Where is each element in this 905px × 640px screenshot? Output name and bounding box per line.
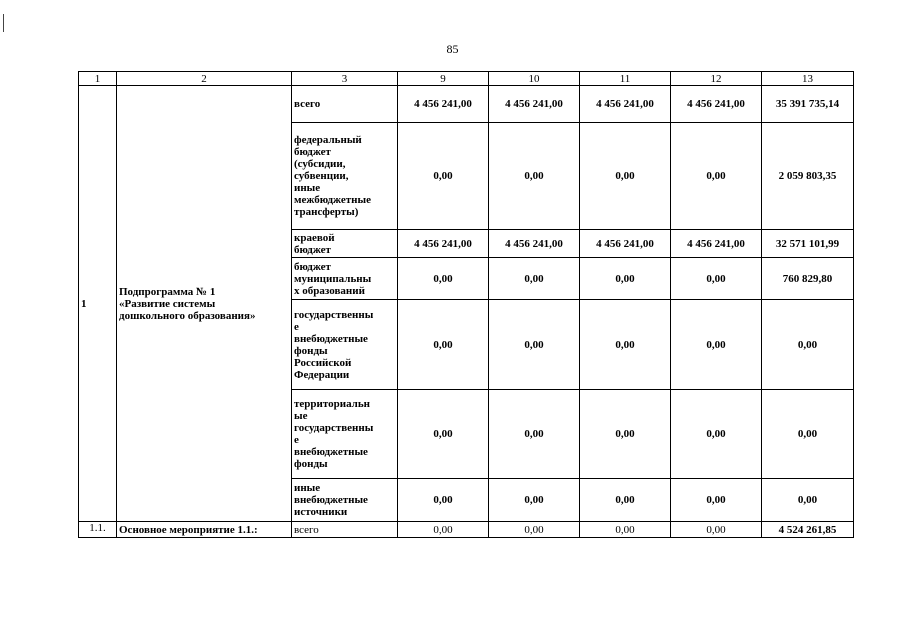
program-name — [117, 86, 292, 522]
funding-source — [292, 479, 398, 522]
funding-source-line: фонды — [294, 344, 328, 357]
program-name-line: «Развитие системы — [119, 297, 216, 310]
value-cell: 0,00 — [489, 258, 580, 300]
header-cell: 12 — [671, 72, 762, 86]
value-cell: 4 456 241,00 — [398, 86, 489, 123]
value-cell: 0,00 — [580, 123, 671, 230]
header-row — [79, 72, 854, 86]
funding-source-line: Российской — [294, 356, 352, 369]
value-cell: 0,00 — [489, 522, 580, 538]
value-cell: 0,00 — [762, 390, 854, 479]
measure-number: 1.1. — [79, 522, 117, 538]
funding-source-line: территориальн — [294, 398, 370, 410]
funding-source-line: федеральный — [294, 134, 362, 146]
value-cell: 4 456 241,00 — [489, 230, 580, 258]
funding-source-line: субвенции, — [294, 170, 349, 182]
funding-source-line: государственны — [294, 422, 374, 434]
value-cell: 0,00 — [398, 123, 489, 230]
funding-source-line: фонды — [294, 458, 328, 470]
funding-source-line: х образований — [294, 284, 365, 297]
budget-table — [78, 71, 854, 538]
funding-source — [292, 86, 398, 123]
value-cell: 0,00 — [671, 258, 762, 300]
header-cell: 3 — [292, 72, 398, 86]
funding-source-line: муниципальны — [294, 272, 372, 285]
value-cell: 0,00 — [489, 123, 580, 230]
value-cell: 4 456 241,00 — [671, 86, 762, 123]
value-cell: 2 059 803,35 — [762, 123, 854, 230]
funding-source-line: государственны — [294, 308, 374, 321]
value-cell: 0,00 — [671, 300, 762, 390]
funding-source-line: всего — [294, 98, 321, 110]
value-cell: 0,00 — [489, 390, 580, 479]
funding-source-line: иные — [294, 482, 321, 494]
value-cell: 4 456 241,00 — [671, 230, 762, 258]
header-cell: 1 — [79, 72, 117, 86]
header-cell: 13 — [762, 72, 854, 86]
value-cell: 4 524 261,85 — [762, 522, 854, 538]
funding-source-line: краевой — [294, 231, 335, 244]
funding-source-line: внебюджетные — [294, 332, 368, 345]
value-cell: 4 456 241,00 — [489, 86, 580, 123]
funding-source-line: Федерации — [294, 368, 350, 381]
value-cell: 0,00 — [580, 258, 671, 300]
header-cell: 2 — [117, 72, 292, 86]
program-block — [79, 86, 854, 522]
program-name-line: дошкольного образования» — [119, 309, 256, 322]
measure-name: Основное мероприятие 1.1.: — [117, 522, 292, 538]
funding-source-line: внебюджетные — [294, 446, 368, 458]
measure-source: всего — [292, 522, 398, 538]
measure-row — [79, 522, 854, 538]
funding-source — [292, 258, 398, 300]
funding-source-line: иные — [294, 182, 321, 194]
value-cell: 0,00 — [398, 300, 489, 390]
funding-source-line: бюджет — [294, 146, 331, 158]
funding-source — [292, 230, 398, 258]
funding-source-line: внебюджетные — [294, 494, 368, 506]
funding-source-line: ые — [294, 410, 308, 422]
header-cell: 10 — [489, 72, 580, 86]
budget-row — [79, 86, 854, 123]
value-cell: 0,00 — [762, 479, 854, 522]
funding-source — [292, 300, 398, 390]
value-cell: 0,00 — [398, 258, 489, 300]
program-number: 1 — [79, 86, 117, 522]
funding-source-line: бюджет — [294, 243, 331, 256]
value-cell: 0,00 — [580, 390, 671, 479]
value-cell: 0,00 — [398, 479, 489, 522]
scan-edge-mark — [3, 14, 4, 32]
funding-source-line: е — [294, 320, 299, 333]
value-cell: 0,00 — [671, 479, 762, 522]
value-cell: 0,00 — [580, 300, 671, 390]
value-cell: 0,00 — [580, 522, 671, 538]
value-cell: 0,00 — [580, 479, 671, 522]
value-cell: 4 456 241,00 — [580, 86, 671, 123]
value-cell: 0,00 — [671, 123, 762, 230]
value-cell: 0,00 — [762, 300, 854, 390]
value-cell: 0,00 — [398, 390, 489, 479]
header-cell: 9 — [398, 72, 489, 86]
value-cell: 4 456 241,00 — [398, 230, 489, 258]
value-cell: 0,00 — [671, 522, 762, 538]
value-cell: 0,00 — [671, 390, 762, 479]
value-cell: 760 829,80 — [762, 258, 854, 300]
value-cell: 0,00 — [489, 300, 580, 390]
program-name-line: Подпрограмма № 1 — [119, 285, 216, 298]
funding-source-line: источники — [294, 506, 348, 518]
funding-source — [292, 390, 398, 479]
page-number: 85 — [446, 42, 459, 56]
value-cell: 32 571 101,99 — [762, 230, 854, 258]
funding-source-line: трансферты) — [294, 206, 359, 218]
header-cell: 11 — [580, 72, 671, 86]
funding-source-line: межбюджетные — [294, 194, 371, 206]
funding-source — [292, 123, 398, 230]
value-cell: 0,00 — [489, 479, 580, 522]
funding-source-line: бюджет — [294, 260, 331, 273]
value-cell: 35 391 735,14 — [762, 86, 854, 123]
value-cell: 4 456 241,00 — [580, 230, 671, 258]
value-cell: 0,00 — [398, 522, 489, 538]
funding-source-line: (субсидии, — [294, 158, 346, 170]
funding-source-line: е — [294, 434, 299, 446]
